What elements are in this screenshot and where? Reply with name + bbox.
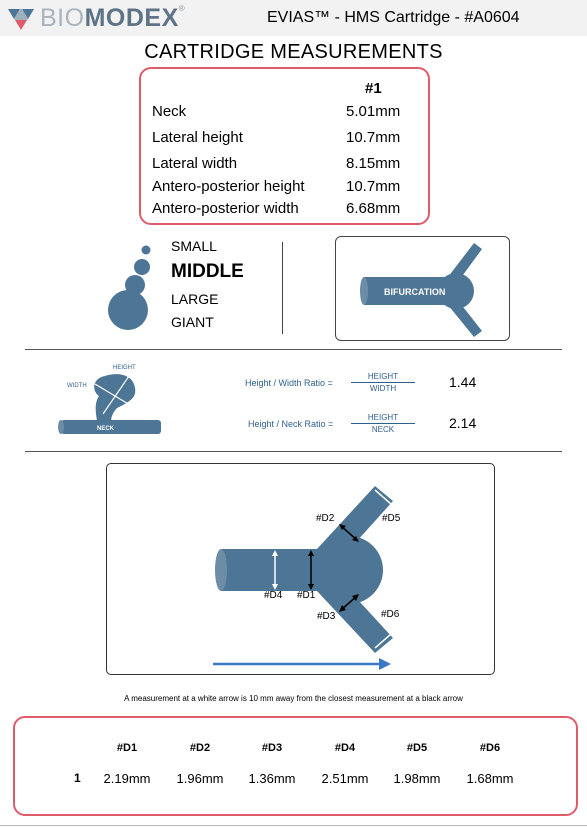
- measurement-label: Lateral height: [152, 129, 243, 146]
- d3-label: #D3: [317, 611, 336, 622]
- footer-divider: [0, 825, 587, 826]
- logo-mark-icon: [6, 5, 36, 31]
- bifurcation-icon: [336, 237, 511, 342]
- flow-direction-arrow: [213, 658, 391, 670]
- d2-label: #D2: [316, 513, 335, 524]
- fraction-denominator: NECK: [371, 425, 395, 434]
- d4-label: #D4: [264, 590, 283, 601]
- size-class-large: LARGE: [171, 291, 219, 307]
- height-label: HEIGHT: [113, 365, 136, 371]
- result-row-index: 1: [74, 771, 81, 785]
- logo-registered-mark: ®: [178, 3, 186, 13]
- company-logo: [6, 4, 185, 32]
- height-width-fraction: [351, 372, 415, 393]
- result-column-header: #D1: [116, 742, 138, 754]
- location-panel: [335, 236, 510, 341]
- d6-label: #D6: [381, 609, 400, 620]
- height-width-ratio-label: Height / Width Ratio =: [245, 378, 333, 388]
- height-width-ratio-value: 1.44: [449, 374, 477, 390]
- measurement-value: 10.7mm: [346, 129, 401, 146]
- result-value: 1.36mm: [248, 771, 296, 786]
- header-bar: [0, 0, 587, 36]
- result-column-header: #D6: [479, 742, 501, 754]
- width-label: WIDTH: [67, 383, 87, 389]
- aneurysm-dome: [315, 536, 383, 604]
- aneurysm-ratio-figure: [55, 362, 165, 438]
- measurement-value: 6.68mm: [346, 200, 401, 217]
- size-class-giant: GIANT: [171, 314, 214, 330]
- document-title: EVIAS™ - HMS Cartridge - #A0604: [267, 9, 520, 26]
- section-divider: [25, 451, 562, 452]
- result-column-header: #D4: [334, 742, 356, 754]
- d5-label: #D5: [382, 513, 401, 524]
- fraction-denominator: WIDTH: [369, 384, 397, 393]
- logo-text-light: BIO: [40, 3, 85, 32]
- d1-label: #D1: [297, 590, 316, 601]
- result-column-header: #D2: [189, 742, 211, 754]
- measurement-label: Antero-posterior height: [152, 178, 305, 195]
- result-value: 2.51mm: [321, 771, 369, 786]
- section-divider: [25, 349, 562, 350]
- result-value: 1.68mm: [466, 771, 514, 786]
- logo-text-bold: MODEX: [84, 3, 179, 32]
- measurement-value: 8.15mm: [346, 155, 401, 172]
- fraction-numerator: HEIGHT: [351, 372, 415, 383]
- fraction-numerator: HEIGHT: [351, 413, 415, 424]
- result-value: 2.19mm: [103, 771, 151, 786]
- vessel-diagram: [107, 464, 496, 676]
- diameter-results-panel: [13, 716, 578, 816]
- measurement-value: 10.7mm: [346, 178, 401, 195]
- size-class-small: SMALL: [171, 238, 217, 254]
- location-label: BIFURCATION: [384, 287, 446, 297]
- measurement-label: Neck: [152, 103, 187, 120]
- size-class-middle-selected: MIDDLE: [171, 261, 244, 282]
- height-neck-ratio-value: 2.14: [449, 415, 477, 431]
- measurements-panel: [139, 67, 430, 225]
- neck-label: NECK: [97, 426, 115, 432]
- measurement-note: A measurement at a white arrow is 10 mm away from the closest measurement at a black arrow: [124, 694, 463, 703]
- page-title: CARTRIDGE MEASUREMENTS: [144, 41, 443, 63]
- result-column-header: #D5: [406, 742, 428, 754]
- measurement-value: 5.01mm: [346, 103, 401, 120]
- aneurysm-size-icon: [100, 240, 160, 332]
- measurement-column-header: #1: [365, 80, 382, 97]
- measurement-label: Lateral width: [152, 155, 238, 172]
- result-column-header: #D3: [261, 742, 283, 754]
- result-value: 1.98mm: [393, 771, 441, 786]
- vessel-inlet: [215, 549, 227, 591]
- height-neck-ratio-label: Height / Neck Ratio =: [248, 419, 334, 429]
- measurement-diagram-panel: [106, 463, 495, 675]
- section-divider: [282, 242, 283, 334]
- height-neck-fraction: [351, 413, 415, 434]
- measurement-label: Antero-posterior width: [152, 200, 299, 217]
- result-value: 1.96mm: [176, 771, 224, 786]
